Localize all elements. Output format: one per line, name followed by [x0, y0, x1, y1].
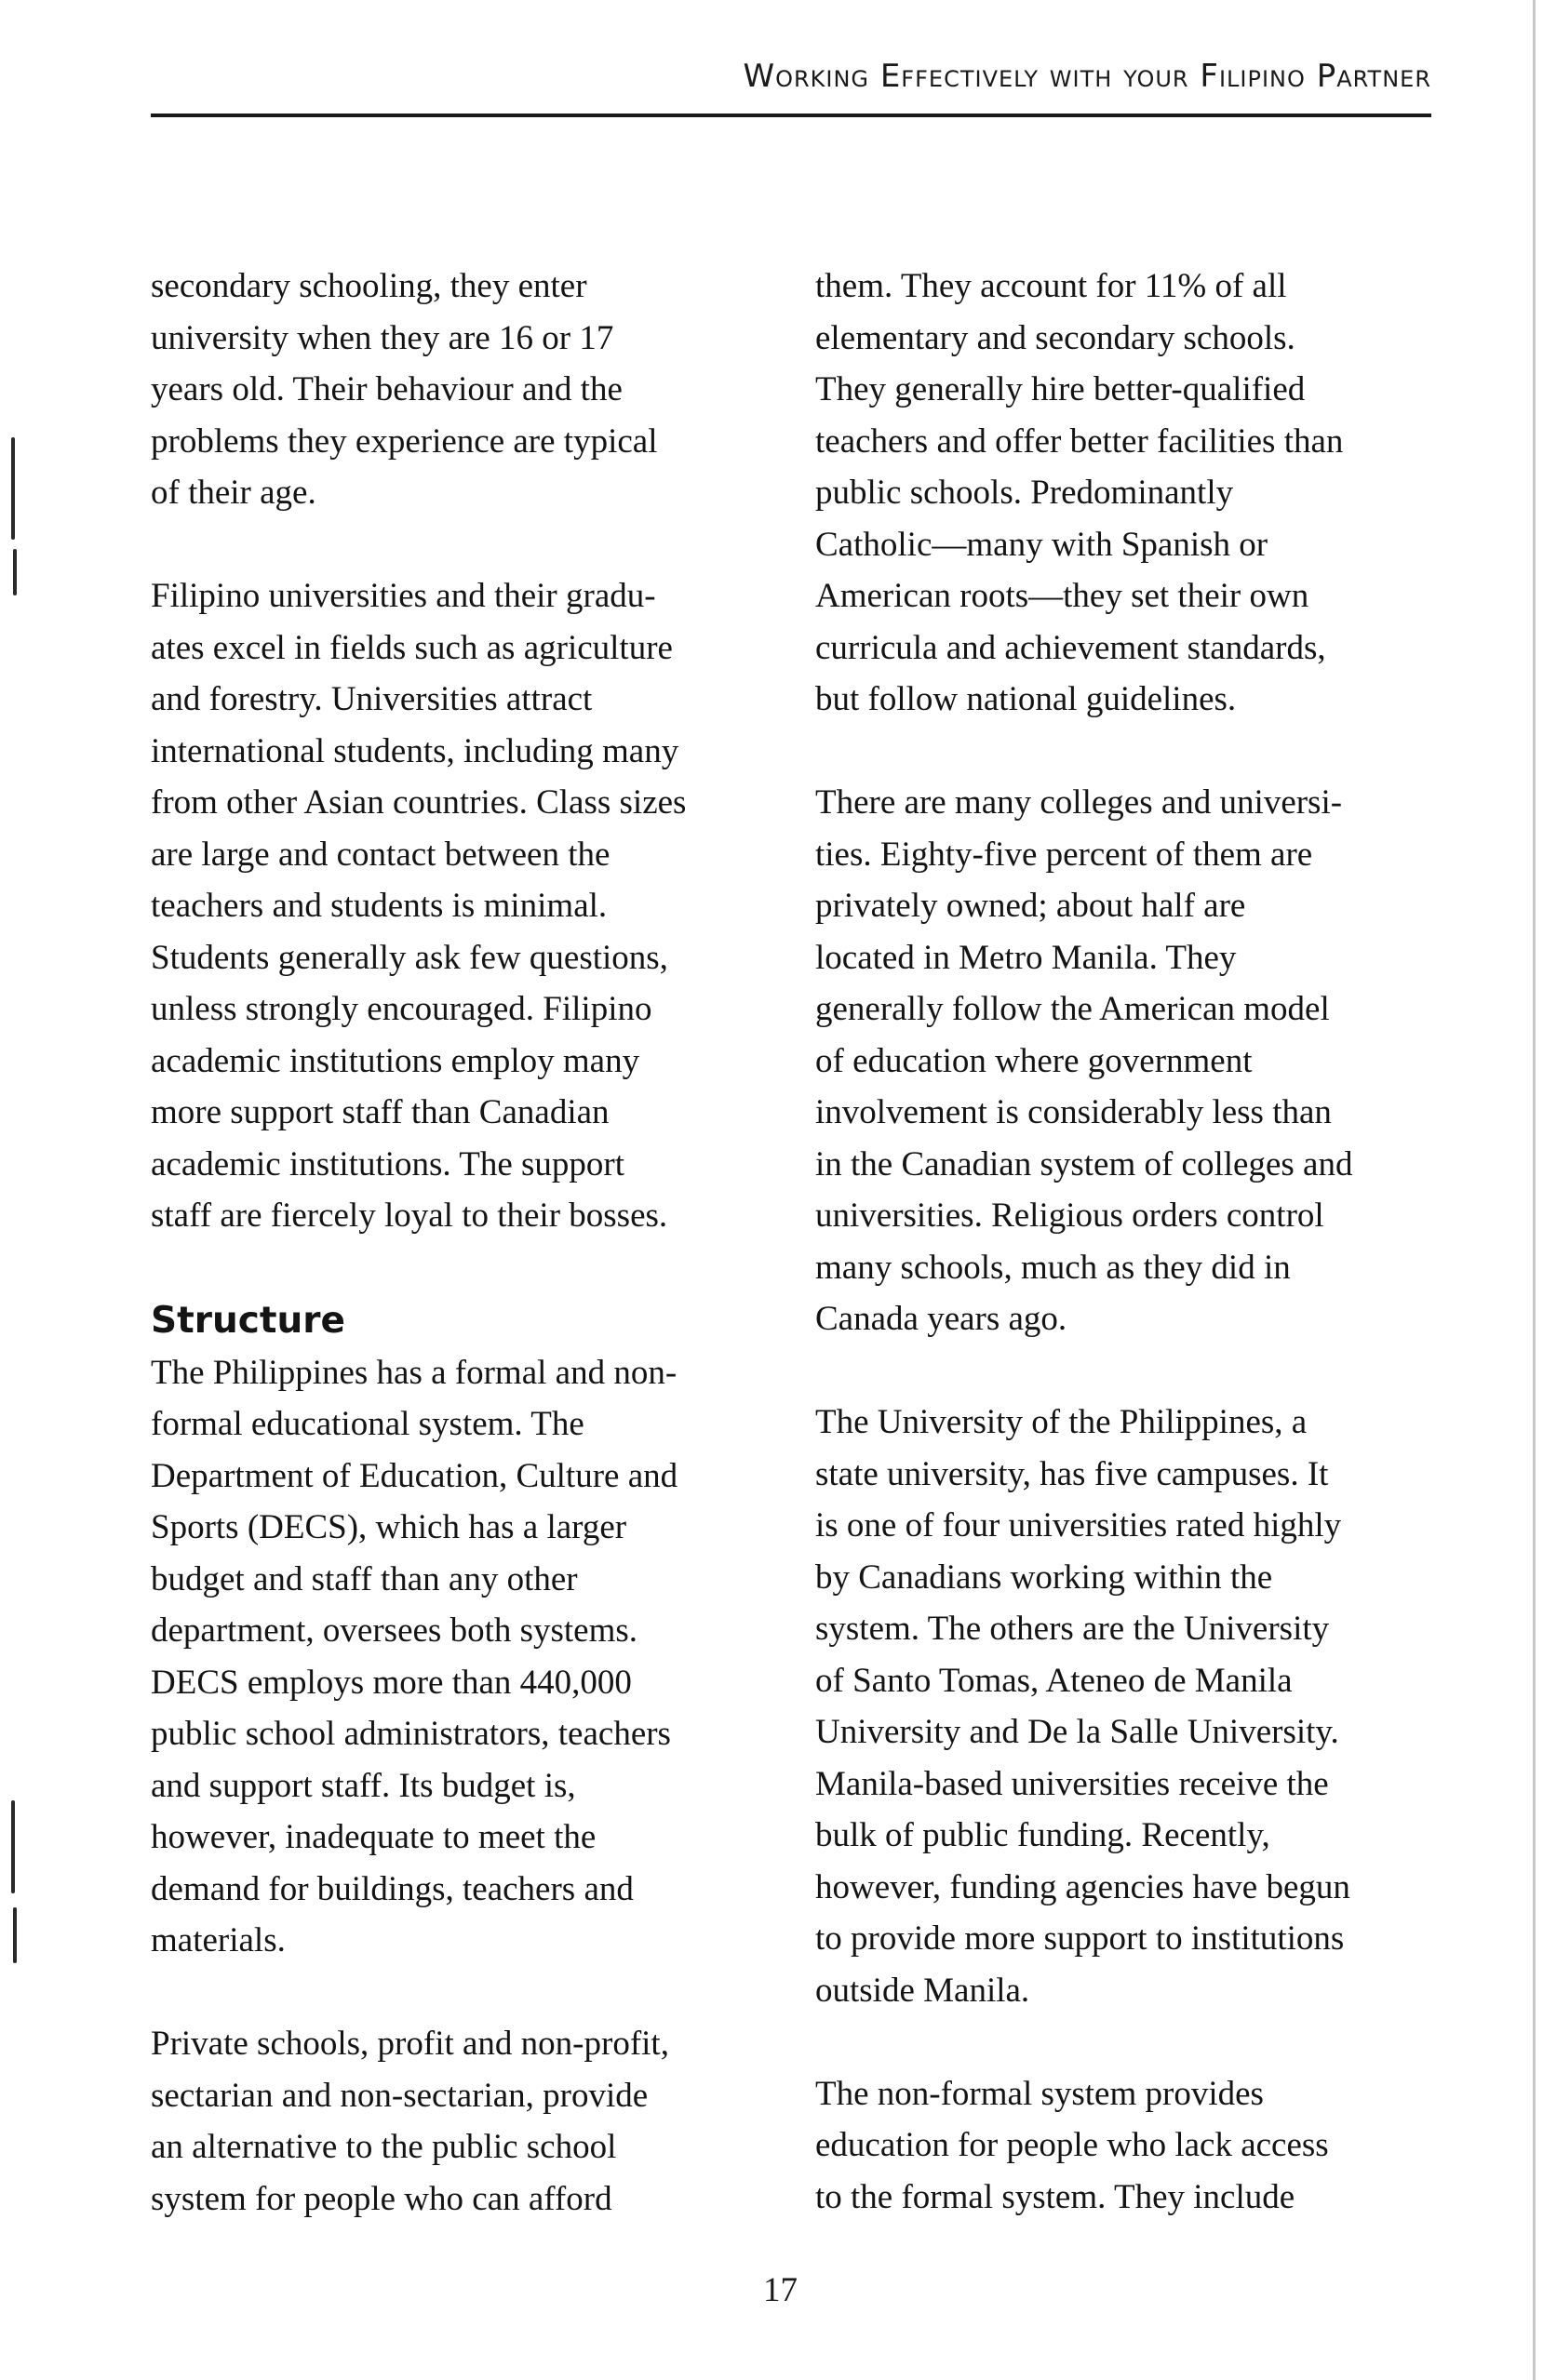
- text-line: Filipino universities and their gradu-: [151, 577, 656, 615]
- text-line: by Canadians working within the: [815, 1558, 1273, 1597]
- text-line: are large and contact between the: [151, 835, 610, 874]
- text-line: universities. Religious orders control: [815, 1197, 1324, 1235]
- text-line: formal educational system. The: [151, 1405, 584, 1443]
- text-line: academic institutions. The support: [151, 1144, 625, 1183]
- text-line: but follow national guidelines.: [815, 680, 1237, 718]
- text-line: privately owned; about half are: [815, 887, 1246, 925]
- text-line: Students generally ask few questions,: [151, 938, 668, 977]
- text-line: budget and staff than any other: [151, 1559, 578, 1598]
- text-line: to provide more support to institutions: [815, 1919, 1345, 1958]
- text-line: of their age.: [151, 474, 316, 512]
- text-line: from other Asian countries. Class sizes: [151, 783, 687, 822]
- text-line: state university, has five campuses. It: [815, 1454, 1329, 1493]
- text-line: teachers and offer better facilities than: [815, 421, 1344, 461]
- text-line: There are many colleges and universi-: [815, 783, 1343, 822]
- text-line: sectarian and non-sectarian, provide: [151, 2076, 649, 2115]
- text-line: to the formal system. They include: [815, 2177, 1295, 2216]
- text-line: The non-formal system provides: [815, 2074, 1264, 2113]
- text-line: of Santo Tomas, Ateneo de Manila: [815, 1661, 1293, 1700]
- text-line: ties. Eighty-five percent of them are: [815, 835, 1313, 874]
- text-line: Department of Education, Culture and: [151, 1456, 678, 1495]
- left-column: [151, 261, 784, 2277]
- text-line: The Philippines has a formal and non-: [151, 1353, 678, 1392]
- text-line: Canada years ago.: [815, 1300, 1067, 1338]
- text-line: secondary schooling, they enter: [151, 267, 587, 305]
- text-line: system. The others are the University: [815, 1610, 1330, 1648]
- text-line: Catholic—many with Spanish or: [815, 525, 1268, 564]
- text-line: bulk of public funding. Recently,: [815, 1816, 1270, 1854]
- text-line: and forestry. Universities attract: [151, 680, 593, 718]
- section-heading-structure: Structure: [151, 1300, 345, 1342]
- paragraph: [815, 2068, 1448, 2224]
- binding-mark: [13, 1907, 17, 1963]
- text-line: elementary and secondary schools.: [815, 318, 1295, 357]
- text-line: generally follow the American model: [815, 990, 1330, 1028]
- text-line: and support staff. Its budget is,: [151, 1766, 576, 1805]
- text-line: Private schools, profit and non-profit,: [151, 2025, 669, 2063]
- text-line: University and De la Salle University.: [815, 1713, 1339, 1751]
- page-edge-line: [1533, 0, 1536, 2380]
- paragraph: [151, 570, 784, 1242]
- right-column: [815, 261, 1448, 2275]
- text-line: The University of the Philippines, a: [815, 1403, 1308, 1441]
- text-line: DECS employs more than 440,000: [151, 1663, 632, 1702]
- text-line: public schools. Predominantly: [815, 474, 1234, 512]
- text-line: They generally hire better-qualified: [815, 370, 1306, 408]
- text-line: academic institutions employ many: [151, 1041, 640, 1080]
- text-line: problems they experience are typical: [151, 421, 658, 461]
- running-header: Working Effectively with your Filipino Partner: [743, 58, 1431, 95]
- binding-mark: [13, 549, 17, 595]
- page-number: 17: [763, 2271, 798, 2309]
- binding-mark: [11, 1800, 15, 1893]
- text-line: university when they are 16 or 17: [151, 318, 614, 357]
- text-line: curricula and achievement standards,: [815, 628, 1326, 667]
- paragraph: [815, 777, 1448, 1345]
- text-line: is one of four universities rated highly: [815, 1506, 1342, 1544]
- text-line: materials.: [151, 1921, 286, 1959]
- text-line: them. They account for 11% of all: [815, 267, 1287, 305]
- text-line: however, funding agencies have begun: [815, 1867, 1350, 1906]
- text-line: Manila-based universities receive the: [815, 1764, 1329, 1803]
- paragraph: [815, 1397, 1448, 2016]
- text-line: in the Canadian system of colleges and: [815, 1144, 1353, 1183]
- binding-mark: [11, 437, 15, 540]
- text-line: an alternative to the public school: [151, 2128, 617, 2166]
- text-line: education for people who lack access: [815, 2126, 1329, 2164]
- text-line: however, inadequate to meet the: [151, 1818, 597, 1856]
- text-line: many schools, much as they did in: [815, 1248, 1291, 1287]
- text-line: department, oversees both systems.: [151, 1611, 638, 1650]
- text-line: more support staff than Canadian: [151, 1093, 610, 1131]
- paragraph: [151, 2018, 784, 2225]
- text-line: of education where government: [815, 1041, 1253, 1080]
- paragraph: [151, 1347, 784, 1967]
- text-line: years old. Their behaviour and the: [151, 370, 623, 408]
- text-line: public school administrators, teachers: [151, 1715, 671, 1753]
- text-line: system for people who can afford: [151, 2179, 612, 2218]
- text-line: involvement is considerably less than: [815, 1093, 1332, 1131]
- text-line: demand for buildings, teachers and: [151, 1869, 634, 1908]
- text-line: unless strongly encouraged. Filipino: [151, 990, 652, 1028]
- text-line: ates excel in fields such as agriculture: [151, 628, 673, 667]
- text-line: outside Manila.: [815, 1971, 1030, 2010]
- text-line: staff are fiercely loyal to their bosses.: [151, 1197, 668, 1235]
- text-line: located in Metro Manila. They: [815, 938, 1237, 977]
- paragraph: [815, 261, 1448, 726]
- paragraph: [151, 261, 784, 519]
- text-line: Sports (DECS), which has a larger: [151, 1508, 627, 1546]
- header-rule: [151, 114, 1431, 117]
- text-line: teachers and students is minimal.: [151, 887, 608, 925]
- text-line: international students, including many: [151, 731, 679, 770]
- text-line: American roots—they set their own: [815, 577, 1309, 615]
